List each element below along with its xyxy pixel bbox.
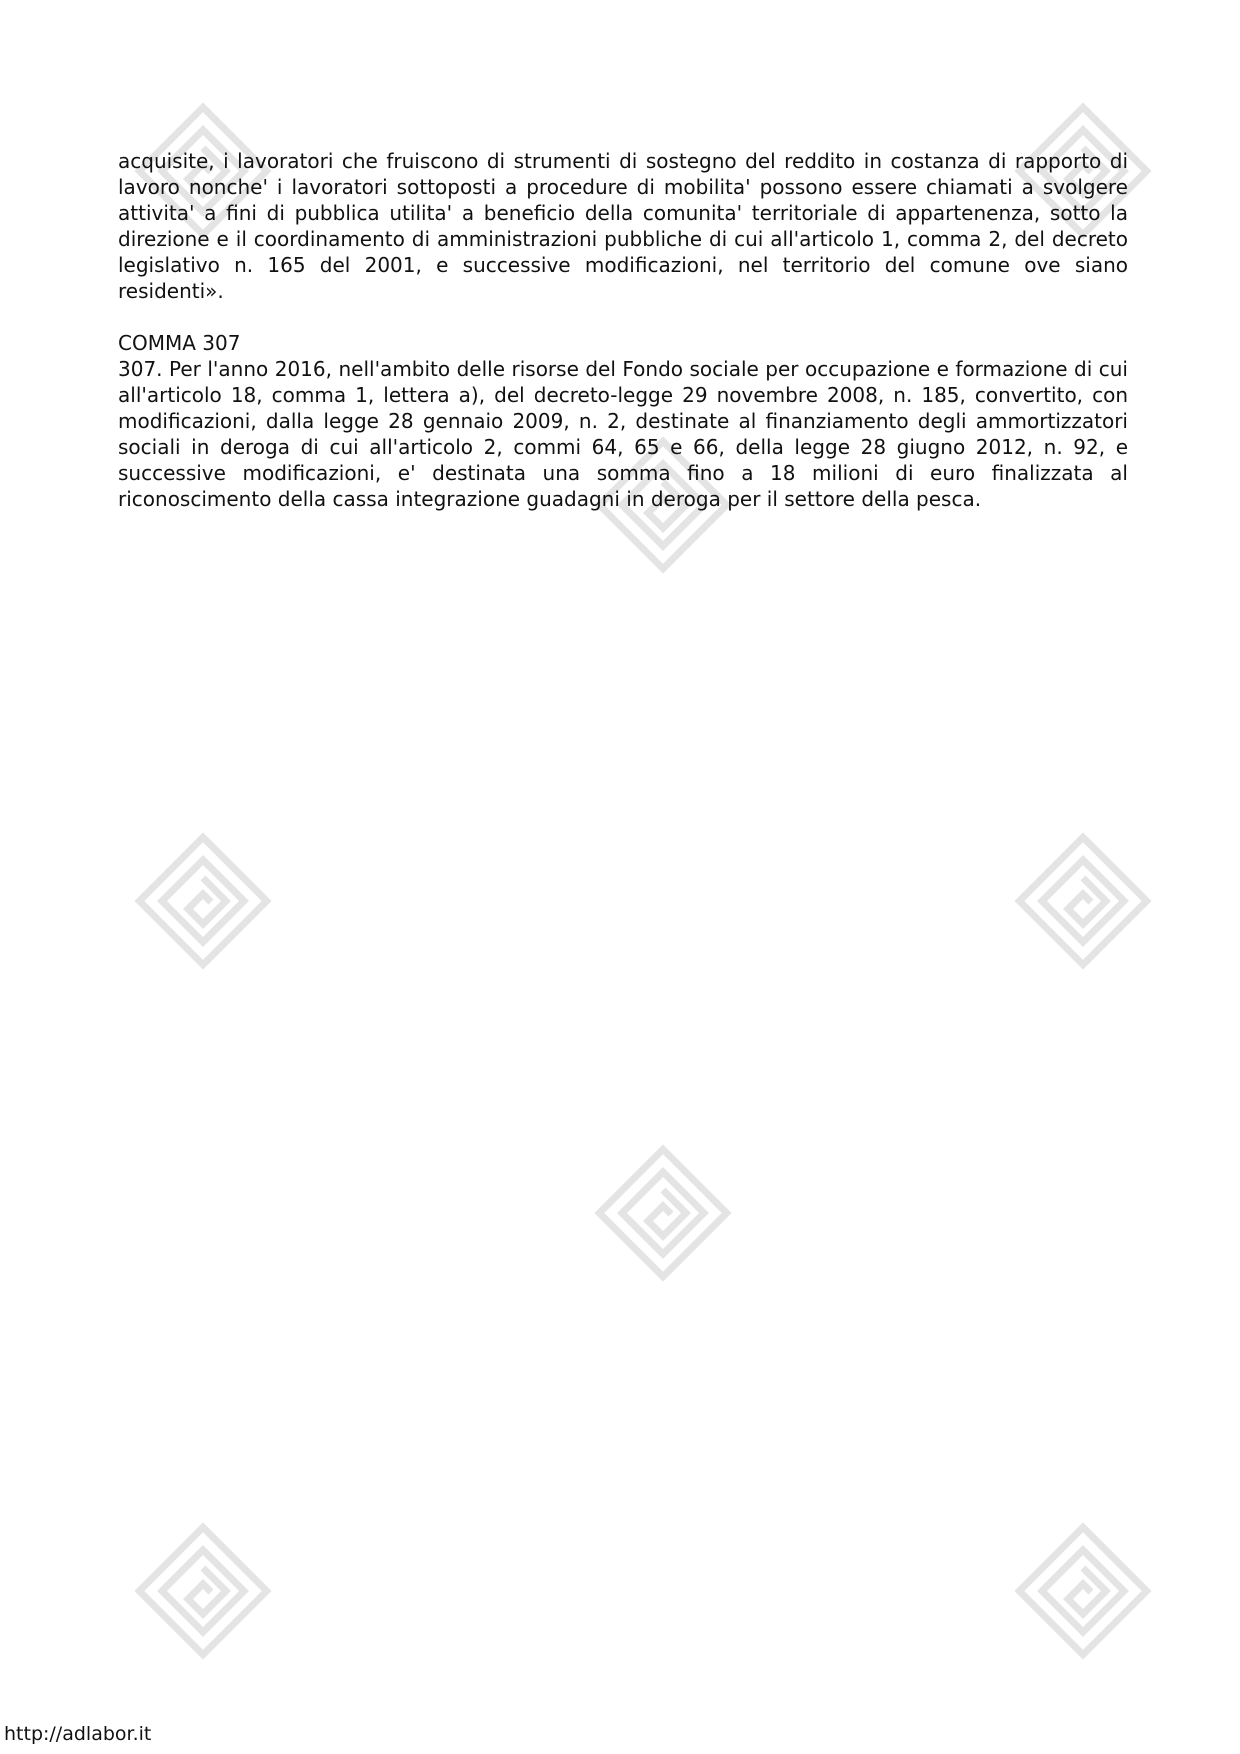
section-heading: COMMA 307 xyxy=(118,331,241,355)
watermark-logo-icon xyxy=(128,1516,278,1666)
watermark-logo-icon xyxy=(1008,826,1158,976)
watermark-logo-icon xyxy=(128,826,278,976)
watermark-logo-icon xyxy=(588,1138,738,1288)
comma-307-paragraph: 307. Per l'anno 2016, nell'ambito delle risorse del Fondo sociale per occupazione e formazione di cui all'articolo 18, comma 1, lettera a), del decreto-legge 29 novembre 2008, n. 185, convertito, con modificazioni, dalla legge 28 gennaio 2009, n. 2, destinate al finanziamento degli ammortizzatori sociali in deroga di cui all'articolo 2, commi 64, 65 e 66, della legge 28 giugno 2012, n. 92, e successive modificazioni, e' destinata una somma fino a 18 milioni di euro finalizzata al riconoscimento della cassa integrazione guadagni in deroga per il settore della pesca. xyxy=(118,357,1128,511)
document-body xyxy=(118,148,1128,512)
footer-url: http://adlabor.it xyxy=(4,1723,152,1745)
intro-paragraph: acquisite, i lavoratori che fruiscono di strumenti di sostegno del reddito in costanza di rapporto di lavoro nonche' i lavoratori sottoposti a procedure di mobilita' possono essere chiamati a svolgere attivita' a fini di pubblica utilita' a beneficio della comunita' territoriale di appartenenza, sotto la direzione e il coordinamento di amministrazioni pubbliche di cui all'articolo 1, comma 2, del decreto legislativo n. 165 del 2001, e successive modificazioni, nel territorio del comune ove siano residenti». xyxy=(118,149,1128,303)
watermark-logo-icon xyxy=(1008,1516,1158,1666)
